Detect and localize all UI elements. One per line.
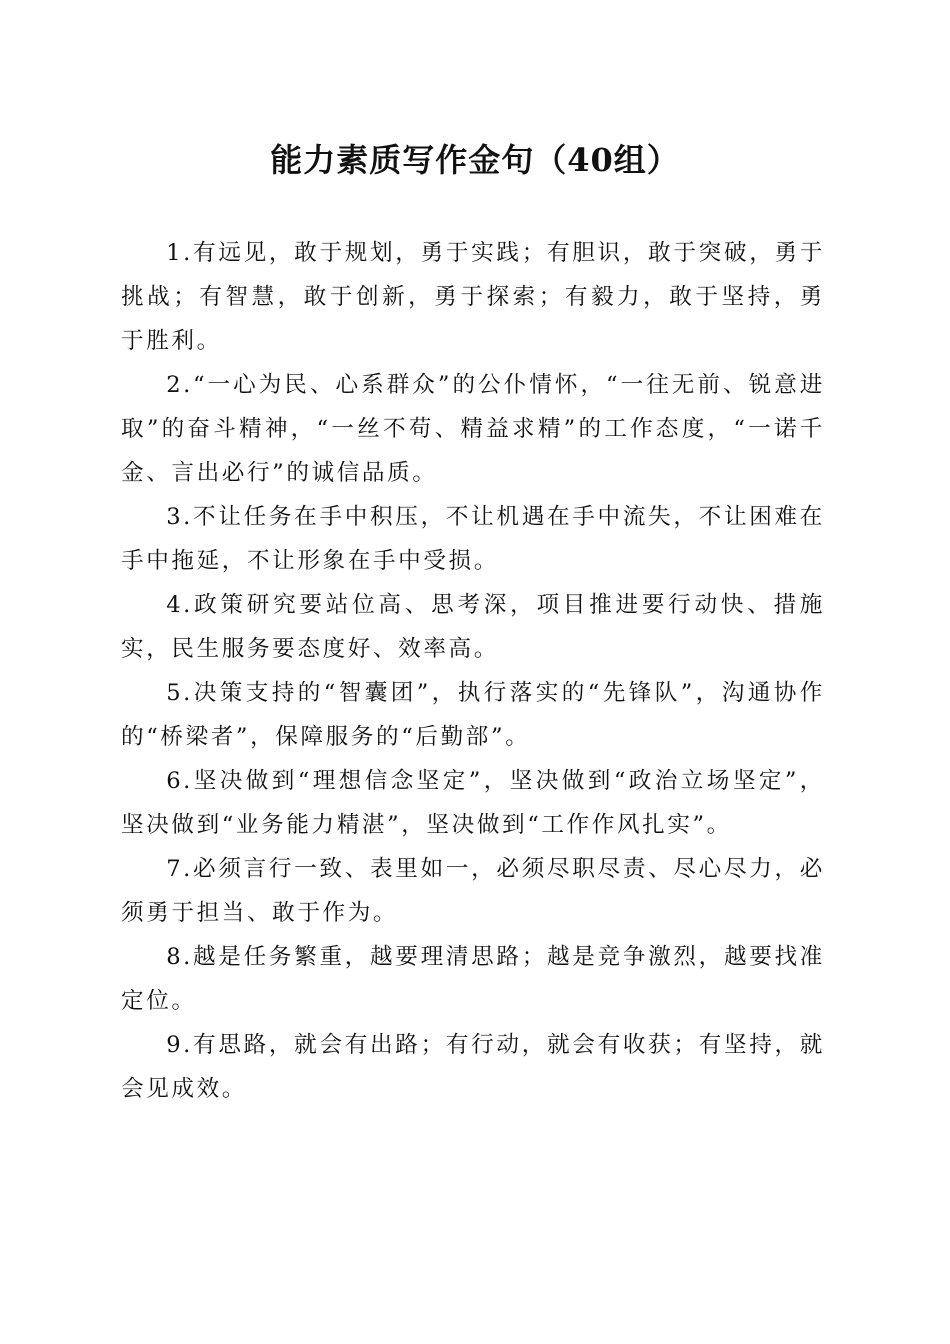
paragraph-1: 1.有远见，敢于规划，勇于实践；有胆识，敢于突破，勇于挑战；有智慧，敢于创新，勇于探索；有毅力，敢于坚持，勇于胜利。	[121, 240, 825, 354]
paragraph-2: 2.“一心为民、心系群众”的公仆情怀，“一往无前、锐意进取”的奋斗精神，“一丝不苟、精益求精”的工作态度，“一诺千金、言出必行”的诚信品质。	[121, 372, 825, 486]
paragraph-9: 9.有思路，就会有出路；有行动，就会有收获；有坚持，就会见成效。	[121, 1032, 825, 1102]
paragraph-6: 6.坚决做到“理想信念坚定”，坚决做到“政治立场坚定”，坚决做到“业务能力精湛”，坚决做到“工作作风扎实”。	[121, 768, 825, 838]
document-title: 能力素质写作金句（40组）	[270, 141, 680, 179]
paragraph-3: 3.不让任务在手中积压，不让机遇在手中流失，不让困难在手中拖延，不让形象在手中受损。	[121, 504, 825, 574]
document-body	[121, 231, 825, 1111]
paragraph-7: 7.必须言行一致、表里如一，必须尽职尽责、尽心尽力，必须勇于担当、敢于作为。	[121, 856, 825, 926]
paragraph-4: 4.政策研究要站位高、思考深，项目推进要行动快、措施实，民生服务要态度好、效率高。	[121, 592, 825, 662]
paragraph-5: 5.决策支持的“智囊团”，执行落实的“先锋队”，沟通协作的“桥梁者”，保障服务的“后勤部”。	[121, 680, 825, 750]
paragraph-8: 8.越是任务繁重，越要理清思路；越是竞争激烈，越要找准定位。	[121, 944, 825, 1014]
